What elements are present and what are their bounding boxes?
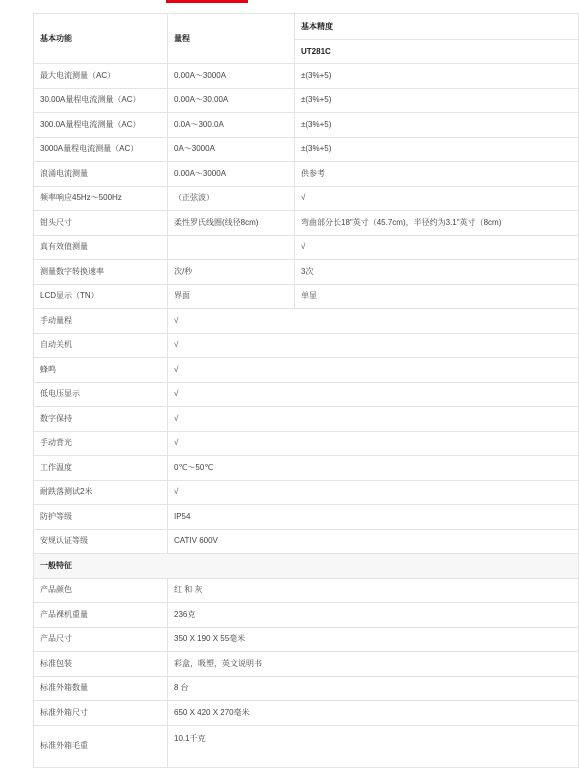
top-accent-bar bbox=[166, 0, 248, 3]
accuracy-cell: √ bbox=[295, 186, 579, 211]
function-cell: 3000A量程电流测量（AC） bbox=[34, 137, 168, 162]
accuracy-cell: ±(3%+5) bbox=[295, 113, 579, 138]
function-cell: 防护等级 bbox=[34, 505, 168, 530]
function-cell: 最大电流测量（AC） bbox=[34, 64, 168, 89]
value-cell: √ bbox=[168, 382, 579, 407]
table-row bbox=[34, 309, 579, 334]
value-cell: 10.1千克 bbox=[168, 725, 579, 767]
value-cell: √ bbox=[168, 431, 579, 456]
value-cell: IP54 bbox=[168, 505, 579, 530]
value-cell: 350 X 190 X 55毫米 bbox=[168, 627, 579, 652]
table-row bbox=[34, 725, 579, 767]
table-row bbox=[34, 113, 579, 138]
table-row bbox=[34, 627, 579, 652]
table-row bbox=[34, 235, 579, 260]
section-row bbox=[34, 554, 579, 579]
value-cell: 236克 bbox=[168, 603, 579, 628]
spec-table bbox=[33, 13, 579, 768]
accuracy-cell: 供参考 bbox=[295, 162, 579, 187]
range-cell: （正弦波） bbox=[168, 186, 295, 211]
function-cell: 浪涌电流测量 bbox=[34, 162, 168, 187]
table-row bbox=[34, 456, 579, 481]
table-row bbox=[34, 652, 579, 677]
value-cell: √ bbox=[168, 480, 579, 505]
range-cell: 0.00A～30.00A bbox=[168, 88, 295, 113]
value-cell: √ bbox=[168, 333, 579, 358]
header-row bbox=[34, 14, 579, 40]
table-row bbox=[34, 333, 579, 358]
section-title-general: 一般特征 bbox=[34, 554, 579, 579]
value-cell: CATIV 600V bbox=[168, 529, 579, 554]
table-row bbox=[34, 284, 579, 309]
table-row bbox=[34, 211, 579, 236]
function-cell: 自动关机 bbox=[34, 333, 168, 358]
accuracy-cell: √ bbox=[295, 235, 579, 260]
range-cell: 柔性罗氏线圈(线径8cm) bbox=[168, 211, 295, 236]
range-cell: 0A～3000A bbox=[168, 137, 295, 162]
table-row bbox=[34, 162, 579, 187]
header-range: 量程 bbox=[168, 14, 295, 64]
table-row bbox=[34, 88, 579, 113]
accuracy-cell: 单显 bbox=[295, 284, 579, 309]
range-cell: 界面 bbox=[168, 284, 295, 309]
function-cell: 钳头尺寸 bbox=[34, 211, 168, 236]
table-row bbox=[34, 64, 579, 89]
feature-cell: 标准外箱毛重 bbox=[34, 725, 168, 767]
feature-cell: 标准外箱数量 bbox=[34, 676, 168, 701]
table-row bbox=[34, 578, 579, 603]
table-row bbox=[34, 407, 579, 432]
range-cell: 次/秒 bbox=[168, 260, 295, 285]
function-cell: 测量数字转换速率 bbox=[34, 260, 168, 285]
function-cell: 耐跌落测试2米 bbox=[34, 480, 168, 505]
function-cell: 真有效值测量 bbox=[34, 235, 168, 260]
feature-cell: 标准外箱尺寸 bbox=[34, 701, 168, 726]
header-accuracy: 基本精度 bbox=[295, 14, 579, 40]
table-row bbox=[34, 505, 579, 530]
table-row bbox=[34, 603, 579, 628]
value-cell: 红 和 灰 bbox=[168, 578, 579, 603]
function-cell: LCD显示（TN） bbox=[34, 284, 168, 309]
table-row bbox=[34, 431, 579, 456]
function-cell: 30.00A量程电流测量（AC） bbox=[34, 88, 168, 113]
header-model: UT281C bbox=[295, 40, 579, 64]
table-row bbox=[34, 382, 579, 407]
function-cell: 数字保持 bbox=[34, 407, 168, 432]
accuracy-cell: ±(3%+5) bbox=[295, 88, 579, 113]
value-cell: 0℃～50℃ bbox=[168, 456, 579, 481]
value-cell: √ bbox=[168, 358, 579, 383]
feature-cell: 产品尺寸 bbox=[34, 627, 168, 652]
table-row bbox=[34, 260, 579, 285]
range-cell: 0.00A～3000A bbox=[168, 162, 295, 187]
function-cell: 安规认证等级 bbox=[34, 529, 168, 554]
accuracy-cell: ±(3%+5) bbox=[295, 64, 579, 89]
function-cell: 工作温度 bbox=[34, 456, 168, 481]
accuracy-cell: 3次 bbox=[295, 260, 579, 285]
accuracy-cell: 弯曲部分长18"英寸（45.7cm)，半径约为3.1"英寸（8cm) bbox=[295, 211, 579, 236]
value-cell: 650 X 420 X 270毫米 bbox=[168, 701, 579, 726]
table-row bbox=[34, 186, 579, 211]
value-cell: 8 台 bbox=[168, 676, 579, 701]
feature-cell: 标准包装 bbox=[34, 652, 168, 677]
table-row bbox=[34, 137, 579, 162]
function-cell: 低电压显示 bbox=[34, 382, 168, 407]
function-cell: 手动背光 bbox=[34, 431, 168, 456]
feature-cell: 产品裸机重量 bbox=[34, 603, 168, 628]
spec-table-container bbox=[33, 13, 578, 776]
function-cell: 蜂鸣 bbox=[34, 358, 168, 383]
value-cell: √ bbox=[168, 407, 579, 432]
range-cell: 0.0A～300.0A bbox=[168, 113, 295, 138]
table-row bbox=[34, 529, 579, 554]
range-cell bbox=[168, 235, 295, 260]
function-cell: 频率响应45Hz～500Hz bbox=[34, 186, 168, 211]
accuracy-cell: ±(3%+5) bbox=[295, 137, 579, 162]
feature-cell: 产品颜色 bbox=[34, 578, 168, 603]
header-function: 基本功能 bbox=[34, 14, 168, 64]
table-row bbox=[34, 358, 579, 383]
table-row bbox=[34, 701, 579, 726]
function-cell: 300.0A量程电流测量（AC） bbox=[34, 113, 168, 138]
table-row bbox=[34, 676, 579, 701]
value-cell: 彩盒，吸塑，英文说明书 bbox=[168, 652, 579, 677]
value-cell: √ bbox=[168, 309, 579, 334]
range-cell: 0.00A～3000A bbox=[168, 64, 295, 89]
function-cell: 手动量程 bbox=[34, 309, 168, 334]
table-row bbox=[34, 480, 579, 505]
